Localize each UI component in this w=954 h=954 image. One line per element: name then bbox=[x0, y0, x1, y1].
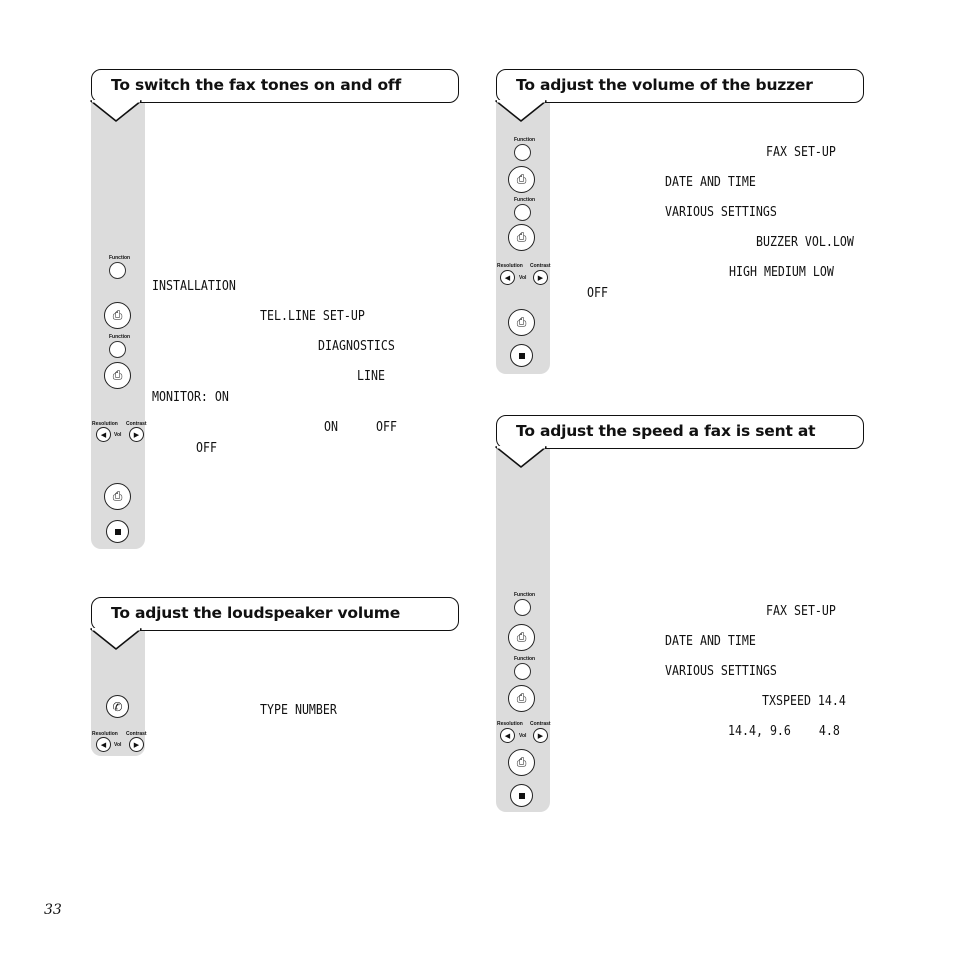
stop-icon bbox=[519, 793, 525, 799]
function-button[interactable] bbox=[514, 144, 531, 161]
ok-button[interactable] bbox=[508, 166, 535, 193]
section-header-buzzer bbox=[496, 69, 864, 103]
display-text: MONITOR: ON bbox=[152, 389, 229, 405]
resolution-label: Resolution bbox=[497, 263, 523, 269]
function-label: Function bbox=[514, 592, 536, 598]
left-arrow-button[interactable] bbox=[500, 728, 515, 743]
display-text: VARIOUS SETTINGS bbox=[665, 204, 777, 220]
section-header-loudspeaker bbox=[91, 597, 459, 631]
header-notch bbox=[493, 446, 553, 472]
display-text: TEL.LINE SET-UP bbox=[260, 308, 365, 324]
display-text: HIGH MEDIUM LOW bbox=[729, 264, 834, 280]
display-text: BUZZER VOL.LOW bbox=[756, 234, 854, 250]
left-arrow-icon: ◀ bbox=[100, 740, 107, 749]
ok-button[interactable] bbox=[104, 302, 131, 329]
stop-icon bbox=[519, 353, 525, 359]
ok-button[interactable] bbox=[104, 483, 131, 510]
contrast-label: Contrast bbox=[126, 731, 147, 737]
left-arrow-icon: ◀ bbox=[504, 731, 511, 740]
ok-button[interactable] bbox=[104, 362, 131, 389]
display-text: TXSPEED 14.4 bbox=[762, 693, 846, 709]
ok-icon: ⎙ bbox=[112, 368, 123, 382]
ok-icon: ⎙ bbox=[112, 308, 123, 322]
resolution-label: Resolution bbox=[92, 421, 118, 427]
right-arrow-icon: ▶ bbox=[537, 273, 544, 282]
handset-icon: ✆ bbox=[112, 699, 123, 714]
left-arrow-button[interactable] bbox=[96, 427, 111, 442]
ok-icon: ⎙ bbox=[516, 172, 527, 186]
vol-label: Vol bbox=[519, 275, 527, 281]
contrast-label: Contrast bbox=[530, 721, 551, 727]
display-text: 14.4, 9.6 4.8 bbox=[728, 723, 840, 739]
header-notch bbox=[88, 628, 148, 654]
function-button[interactable] bbox=[109, 262, 126, 279]
right-arrow-icon: ▶ bbox=[133, 740, 140, 749]
section-title-loudspeaker: To adjust the loudspeaker volume bbox=[111, 604, 401, 622]
display-text: TYPE NUMBER bbox=[260, 702, 337, 718]
left-arrow-icon: ◀ bbox=[100, 430, 107, 439]
display-text: DATE AND TIME bbox=[665, 174, 756, 190]
right-arrow-button[interactable] bbox=[533, 728, 548, 743]
stop-icon bbox=[115, 529, 121, 535]
header-notch bbox=[88, 100, 148, 126]
display-text: OFF bbox=[376, 419, 397, 435]
header-notch bbox=[493, 100, 553, 126]
function-label: Function bbox=[109, 334, 131, 340]
vol-label: Vol bbox=[114, 742, 122, 748]
display-text: INSTALLATION bbox=[152, 278, 236, 294]
vol-label: Vol bbox=[519, 733, 527, 739]
ok-icon: ⎙ bbox=[516, 755, 527, 769]
right-arrow-icon: ▶ bbox=[537, 731, 544, 740]
function-label: Function bbox=[514, 197, 536, 203]
contrast-label: Contrast bbox=[530, 263, 551, 269]
display-text: ON bbox=[324, 419, 338, 435]
section-header-fax-tones bbox=[91, 69, 459, 103]
left-arrow-icon: ◀ bbox=[504, 273, 511, 282]
section-header-speed bbox=[496, 415, 864, 449]
display-text: OFF bbox=[587, 285, 608, 301]
resolution-label: Resolution bbox=[497, 721, 523, 727]
function-label: Function bbox=[514, 137, 536, 143]
function-button[interactable] bbox=[514, 663, 531, 680]
right-arrow-button[interactable] bbox=[129, 737, 144, 752]
display-text: DIAGNOSTICS bbox=[318, 338, 395, 354]
stop-button[interactable] bbox=[510, 344, 533, 367]
function-label: Function bbox=[514, 656, 536, 662]
function-button[interactable] bbox=[514, 599, 531, 616]
ok-icon: ⎙ bbox=[516, 630, 527, 644]
ok-button[interactable] bbox=[508, 224, 535, 251]
display-text: OFF bbox=[196, 440, 217, 456]
ok-button[interactable] bbox=[508, 749, 535, 776]
right-arrow-button[interactable] bbox=[533, 270, 548, 285]
display-text: VARIOUS SETTINGS bbox=[665, 663, 777, 679]
section-title-buzzer: To adjust the volume of the buzzer bbox=[516, 76, 813, 94]
function-button[interactable] bbox=[514, 204, 531, 221]
ok-icon: ⎙ bbox=[112, 489, 123, 503]
section-title-fax-tones: To switch the fax tones on and off bbox=[111, 76, 402, 94]
right-arrow-icon: ▶ bbox=[133, 430, 140, 439]
stop-button[interactable] bbox=[106, 520, 129, 543]
ok-icon: ⎙ bbox=[516, 315, 527, 329]
vol-label: Vol bbox=[114, 432, 122, 438]
right-arrow-button[interactable] bbox=[129, 427, 144, 442]
handset-button[interactable] bbox=[106, 695, 129, 718]
ok-button[interactable] bbox=[508, 624, 535, 651]
display-text: FAX SET-UP bbox=[766, 144, 836, 160]
resolution-label: Resolution bbox=[92, 731, 118, 737]
section-title-speed: To adjust the speed a fax is sent at bbox=[516, 422, 816, 440]
contrast-label: Contrast bbox=[126, 421, 147, 427]
left-arrow-button[interactable] bbox=[500, 270, 515, 285]
display-text: DATE AND TIME bbox=[665, 633, 756, 649]
left-arrow-button[interactable] bbox=[96, 737, 111, 752]
ok-icon: ⎙ bbox=[516, 691, 527, 705]
display-text: LINE bbox=[357, 368, 385, 384]
ok-button[interactable] bbox=[508, 309, 535, 336]
stop-button[interactable] bbox=[510, 784, 533, 807]
function-label: Function bbox=[109, 255, 131, 261]
ok-icon: ⎙ bbox=[516, 230, 527, 244]
display-text: FAX SET-UP bbox=[766, 603, 836, 619]
page-number: 33 bbox=[44, 902, 62, 918]
function-button[interactable] bbox=[109, 341, 126, 358]
ok-button[interactable] bbox=[508, 685, 535, 712]
